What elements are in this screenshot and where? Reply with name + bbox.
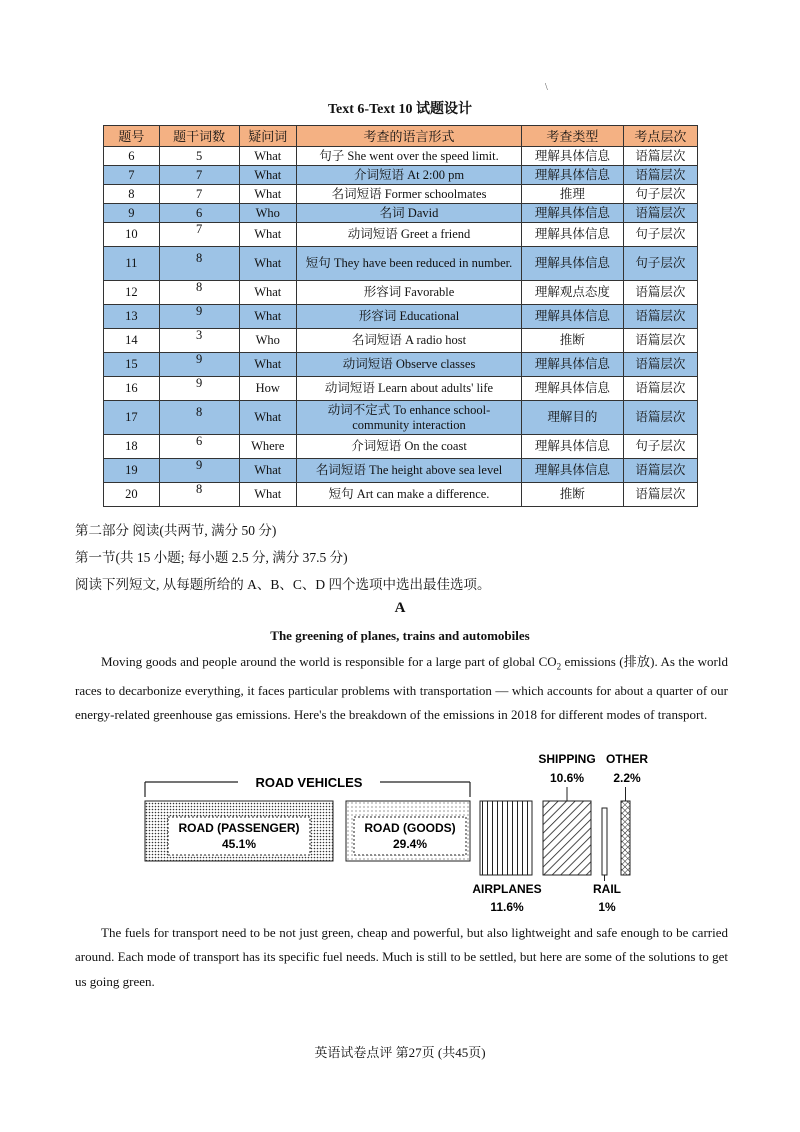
level-cell: 语篇层次 <box>623 147 697 166</box>
question-type-cell: 推断 <box>522 483 624 507</box>
question-word-cell: What <box>239 401 296 435</box>
language-form-cell: 介词短语 On the coast <box>296 435 521 459</box>
word-count-cell <box>159 377 239 401</box>
page-footer: 英语试卷点评 第27页 (共45页) <box>314 1045 486 1060</box>
level-cell: 句子层次 <box>623 185 697 204</box>
word-count-value: 7 <box>196 222 203 236</box>
article-title: The greening of planes, trains and automobiles <box>270 628 530 643</box>
question-number-cell: 8 <box>104 185 160 204</box>
language-form-cell: 动词不定式 To enhance school-community interaction <box>296 401 521 435</box>
question-number-cell: 13 <box>104 305 160 329</box>
word-count-value: 8 <box>196 251 203 265</box>
language-form-cell: 形容词 Favorable <box>296 281 521 305</box>
table-row <box>104 223 698 247</box>
table-header-row <box>104 126 698 147</box>
word-count-value: 6 <box>196 434 203 448</box>
question-number-cell: 15 <box>104 353 160 377</box>
level-cell: 语篇层次 <box>623 281 697 305</box>
shipping-label: SHIPPING <box>538 752 596 766</box>
table-row <box>104 435 698 459</box>
language-form-cell: 名词短语 A radio host <box>296 329 521 353</box>
level-cell: 语篇层次 <box>623 483 697 507</box>
word-count-cell <box>159 247 239 281</box>
rail-block <box>602 808 607 875</box>
question-word-cell: What <box>239 247 296 281</box>
word-count-value: 8 <box>196 482 203 496</box>
table-row <box>104 329 698 353</box>
level-cell: 语篇层次 <box>623 459 697 483</box>
level-cell: 语篇层次 <box>623 305 697 329</box>
question-number-cell: 16 <box>104 377 160 401</box>
question-word-cell: What <box>239 147 296 166</box>
rail-value: 1% <box>598 900 616 914</box>
question-number-cell: 9 <box>104 204 160 223</box>
language-form-cell: 短句 Art can make a difference. <box>296 483 521 507</box>
question-word-cell: What <box>239 353 296 377</box>
question-word-cell: Who <box>239 204 296 223</box>
road-goods-label: ROAD (GOODS) <box>364 821 456 835</box>
word-count-cell <box>159 305 239 329</box>
language-form-cell: 名词短语 Former schoolmates <box>296 185 521 204</box>
question-number-cell: 12 <box>104 281 160 305</box>
shipping-block <box>543 801 591 875</box>
other-label: OTHER <box>606 752 648 766</box>
rail-label: RAIL <box>593 882 621 896</box>
language-form-cell: 介词短语 At 2:00 pm <box>296 166 521 185</box>
question-number-cell: 10 <box>104 223 160 247</box>
passage-letter: A <box>394 600 406 616</box>
language-form-cell: 动词短语 Learn about adults' life <box>296 377 521 401</box>
table-row <box>104 281 698 305</box>
question-word-cell: Where <box>239 435 296 459</box>
table-row <box>104 483 698 507</box>
language-form-cell: 短句 They have been reduced in number. <box>296 247 521 281</box>
language-form-cell: 动词短语 Observe classes <box>296 353 521 377</box>
question-type-cell: 理解具体信息 <box>522 166 624 185</box>
road-vehicles-label: ROAD VEHICLES <box>255 775 363 790</box>
word-count-cell <box>159 353 239 377</box>
question-word-cell: How <box>239 377 296 401</box>
emissions-breakdown-figure <box>130 745 670 917</box>
question-number-cell: 18 <box>104 435 160 459</box>
article-paragraph-1: Moving goods and people around the world is responsible for a large part of global $CO_2$ emissions (排放). As the world races to decarbonize everything, it faces particular problems with transportation — which accounts for about a quarter of our energy-related greenhouse gas emissions. Here's the breakdown of the emissions in 2018 for different modes of transport. <box>75 654 728 723</box>
language-form-cell: 句子 She went over the speed limit. <box>296 147 521 166</box>
table-row <box>104 353 698 377</box>
part-heading: 第二部分 阅读(共两节, 满分 50 分) <box>75 523 277 538</box>
language-form-cell: 形容词 Educational <box>296 305 521 329</box>
question-number-cell: 11 <box>104 247 160 281</box>
word-count-value: 8 <box>196 280 203 294</box>
word-count-cell: 5 <box>159 147 239 166</box>
instruction: 阅读下列短文, 从每题所给的 A、B、C、D 四个选项中选出最佳选项。 <box>75 577 491 592</box>
question-type-cell: 理解具体信息 <box>522 247 624 281</box>
table-row <box>104 377 698 401</box>
question-number-cell: 6 <box>104 147 160 166</box>
word-count-value: 9 <box>196 376 203 390</box>
word-count-cell <box>159 459 239 483</box>
question-type-cell: 理解观点态度 <box>522 281 624 305</box>
header-number: 题号 <box>104 126 160 147</box>
question-type-cell: 理解目的 <box>522 401 624 435</box>
question-type-cell: 理解具体信息 <box>522 377 624 401</box>
other-value: 2.2% <box>613 771 641 785</box>
header-level: 考点层次 <box>623 126 697 147</box>
header-question-word: 疑问词 <box>239 126 296 147</box>
table-row <box>104 185 698 204</box>
sub-heading: 第一节(共 15 小题; 每小题 2.5 分, 满分 37.5 分) <box>75 550 348 565</box>
question-word-cell: What <box>239 305 296 329</box>
level-cell: 句子层次 <box>623 435 697 459</box>
word-count-value: 9 <box>196 304 203 318</box>
table-row <box>104 401 698 435</box>
question-type-cell: 理解具体信息 <box>522 147 624 166</box>
question-word-cell: What <box>239 281 296 305</box>
word-count-cell <box>159 223 239 247</box>
question-type-cell: 理解具体信息 <box>522 353 624 377</box>
shipping-value: 10.6% <box>549 771 585 785</box>
question-word-cell: What <box>239 483 296 507</box>
question-word-cell: What <box>239 185 296 204</box>
question-type-cell: 理解具体信息 <box>522 305 624 329</box>
level-cell: 句子层次 <box>623 223 697 247</box>
airplanes-label: AIRPLANES <box>472 882 542 896</box>
language-form-cell: 名词 David <box>296 204 521 223</box>
stray-mark: \ <box>545 82 548 93</box>
question-type-cell: 推理 <box>522 185 624 204</box>
word-count-cell <box>159 435 239 459</box>
road-goods-value: 29.4% <box>392 837 428 851</box>
table-row <box>104 247 698 281</box>
table-row <box>104 459 698 483</box>
level-cell: 语篇层次 <box>623 204 697 223</box>
level-cell: 语篇层次 <box>623 329 697 353</box>
language-form-cell: 动词短语 Greet a friend <box>296 223 521 247</box>
word-count-cell: 6 <box>159 204 239 223</box>
word-count-cell <box>159 281 239 305</box>
word-count-value: 8 <box>196 405 203 419</box>
word-count-value: 3 <box>196 328 203 342</box>
header-word-count: 题干词数 <box>159 126 239 147</box>
header-language-form: 考查的语言形式 <box>296 126 521 147</box>
airplanes-block <box>480 801 532 875</box>
table-row <box>104 166 698 185</box>
word-count-cell <box>159 329 239 353</box>
question-type-cell: 理解具体信息 <box>522 435 624 459</box>
language-form-cell: 名词短语 The height above sea level <box>296 459 521 483</box>
level-cell: 句子层次 <box>623 247 697 281</box>
header-question-type: 考查类型 <box>522 126 624 147</box>
question-type-cell: 推断 <box>522 329 624 353</box>
word-count-cell <box>159 483 239 507</box>
question-type-cell: 理解具体信息 <box>522 459 624 483</box>
question-word-cell: What <box>239 166 296 185</box>
question-type-cell: 理解具体信息 <box>522 223 624 247</box>
question-design-table <box>103 125 698 507</box>
level-cell: 语篇层次 <box>623 377 697 401</box>
question-word-cell: What <box>239 223 296 247</box>
word-count-value: 9 <box>196 458 203 472</box>
question-word-cell: Who <box>239 329 296 353</box>
question-number-cell: 17 <box>104 401 160 435</box>
question-number-cell: 14 <box>104 329 160 353</box>
question-number-cell: 7 <box>104 166 160 185</box>
question-number-cell: 20 <box>104 483 160 507</box>
word-count-cell: 7 <box>159 185 239 204</box>
word-count-value: 9 <box>196 352 203 366</box>
table-title: Text 6-Text 10 试题设计 <box>327 102 473 117</box>
road-passenger-label: ROAD (PASSENGER) <box>178 821 300 835</box>
article-paragraph-2: The fuels for transport need to be not just green, cheap and powerful, but also lightweight and safe enough to be carried around. Each mode of transport has its specific fuel needs. Much is still to be settled, but here are some of the solutions to get us going green. <box>75 925 728 989</box>
other-block <box>621 801 630 875</box>
question-type-cell: 理解具体信息 <box>522 204 624 223</box>
table-row <box>104 147 698 166</box>
word-count-cell: 7 <box>159 166 239 185</box>
table-row <box>104 305 698 329</box>
table-body <box>104 147 698 507</box>
table-row <box>104 204 698 223</box>
level-cell: 语篇层次 <box>623 401 697 435</box>
airplanes-value: 11.6% <box>490 900 524 914</box>
word-count-cell <box>159 401 239 435</box>
question-number-cell: 19 <box>104 459 160 483</box>
question-word-cell: What <box>239 459 296 483</box>
level-cell: 语篇层次 <box>623 166 697 185</box>
road-passenger-value: 45.1% <box>221 837 257 851</box>
level-cell: 语篇层次 <box>623 353 697 377</box>
